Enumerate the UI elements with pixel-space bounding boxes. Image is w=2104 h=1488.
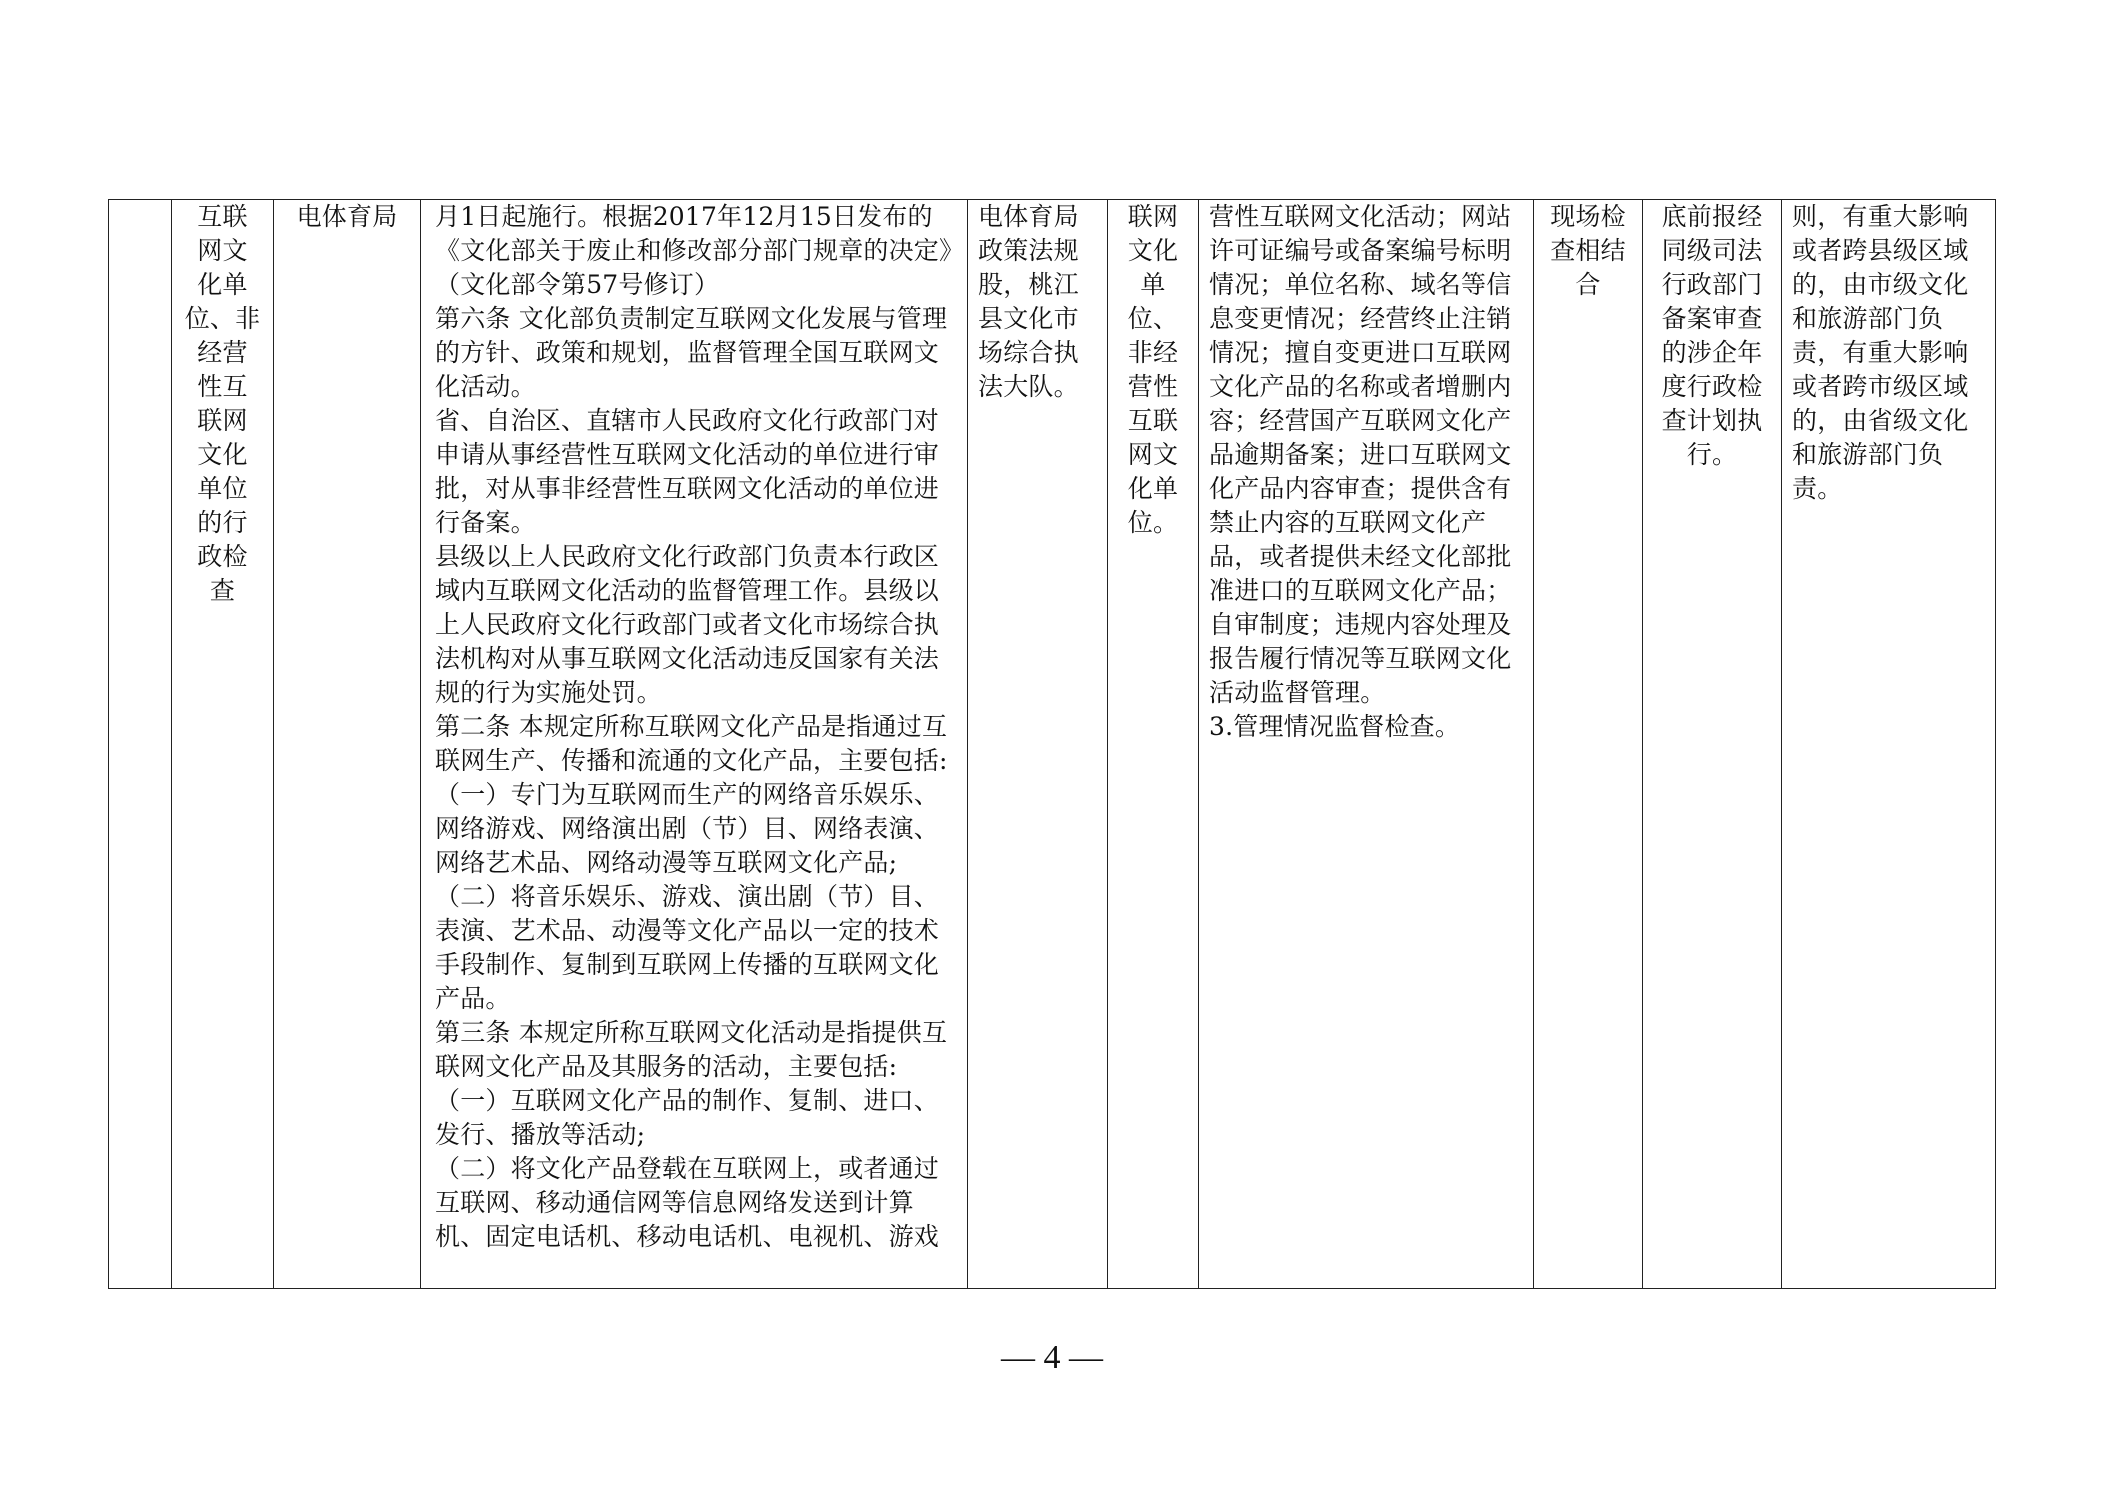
cell-department xyxy=(274,200,421,1289)
cell-inspection-method xyxy=(1534,200,1643,1289)
remarks-text: 则，有重大影响或者跨县级区域的，由市级文化和旅游部门负责，有重大影响或者跨市级区域的，由省级文化和旅游部门负责。 xyxy=(1792,202,1969,503)
inspection-method-text: 现场检 查相结 合 xyxy=(1550,202,1626,299)
cell-inspection-frequency xyxy=(1643,200,1782,1289)
cell-responsible-unit xyxy=(968,200,1108,1289)
cell-legal-basis xyxy=(421,200,968,1289)
legal-basis-text: 月1日起施行。根据2017年12月15日发布的《文化部关于废止和修改部分部门规章的决定》（文化部令第57号修订） 第六条 文化部负责制定互联网文化发展与管理的方针、政策和规划，监督管理全国互联网文化活动。 省、自治区、直辖市人民政府文化行政部门对申请从事经营性互联网文化活动的单位进行审批，对从事非经营性互联网文化活动的单位进行备案。 县级以上人民政府文化行政部门负责本行政区域内互联网文化活动的监督管理工作。县级以上人民政府文化行政部门或者文化市场综合执法机构对从事互联网文化活动违反国家有关法规的行为实施处罚。 第二条 本规定所称互联网文化产品是指通过互联网生产、传播和流通的文化产品，主要包括: （一）专门为互联网而生产的网络音乐娱乐、网络游戏、网络演出剧（节）目、网络表演、网络艺术品、网络动漫等互联网文化产品; （二）将音乐娱乐、游戏、演出剧（节）目、表演、艺术品、动漫等文化产品以一定的技术手段制作、复制到互联网上传播的互联网文化产品。 第三条 本规定所称互联网文化活动是指提供互联网文化产品及其服务的活动，主要包括: （一）互联网文化产品的制作、复制、进口、发行、播放等活动; （二）将文化产品登载在互联网上，或者通过互联网、移动通信网等信息网络发送到计算机、固定电话机、移动电话机、电视机、游戏 xyxy=(435,202,952,1251)
cell-remarks xyxy=(1782,200,1996,1289)
table-row xyxy=(109,200,1996,1289)
item-name-text: 互联 网文 化单 位、非 经营 性互 联网 文化 单位 的行 政检 查 xyxy=(184,202,261,605)
page-number: — 4 — xyxy=(1001,1339,1103,1376)
cell-inspection-content xyxy=(1199,200,1534,1289)
inspection-frequency-text: 底前报经 同级司法 行政部门 备案审查 的涉企年 度行政检 查计划执 行。 xyxy=(1661,202,1763,469)
responsible-unit-text: 电体育局 政策法规 股，桃江 县文化市 场综合执 法大队。 xyxy=(978,202,1079,401)
department-text: 电体育局 xyxy=(296,202,398,231)
inspection-table xyxy=(108,199,1996,1289)
cell-index xyxy=(109,200,172,1289)
inspection-content-text: 营性互联网文化活动；网站许可证编号或备案编号标明情况；单位名称、域名等信息变更情况；经营终止注销情况；擅自变更进口互联网文化产品的名称或者增删内容；经营国产互联网文化产品逾期备案；进口互联网文化产品内容审查；提供含有禁止内容的互联网文化产品，或者提供未经文化部批准进口的互联网文化产品；自审制度；违规内容处理及报告履行情况等互联网文化活动监督管理。 3.管理情况监督检查。 xyxy=(1209,202,1512,741)
cell-inspection-object xyxy=(1108,200,1199,1289)
inspection-object-text: 联网 文化 单 位、 非经 营性 互联 网文 化单 位。 xyxy=(1127,202,1179,537)
cell-item-name xyxy=(172,200,274,1289)
